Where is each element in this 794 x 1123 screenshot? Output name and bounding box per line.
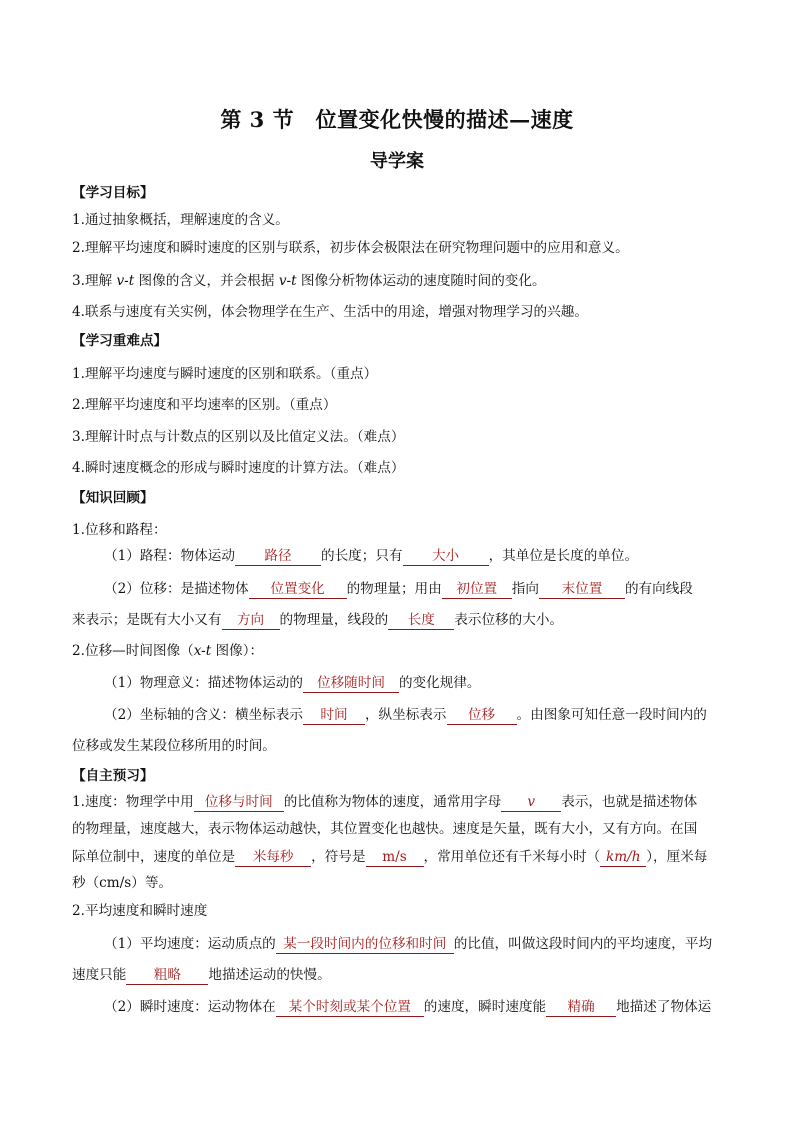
- section-heading-review: 【知识回顾】: [72, 490, 154, 506]
- answer-blank: 路径: [235, 547, 321, 566]
- answer-blank: km/h: [600, 848, 646, 867]
- preview-p2-average-cont: 速度只能 粗略 地描述运动的快慢。: [72, 967, 331, 983]
- section-heading-preview: 【自主预习】: [72, 768, 154, 784]
- review-q1: 1.位移和路程：: [72, 522, 167, 538]
- preview-p1: 1.速度：物理学中用 位移与时间 的比值称为物体的速度，通常用字母 v 表示，也就是描述物体: [72, 794, 698, 810]
- review-q2: 2.位移—时间图像（x-t 图像）：: [72, 643, 264, 659]
- answer-blank: m/s: [366, 848, 424, 867]
- page-title: 第 3 节 位置变化快慢的描述—速度: [220, 107, 574, 132]
- answer-blank: 长度: [388, 611, 454, 630]
- answer-blank: 某一段时间内的位移和时间: [276, 935, 454, 954]
- answer-blank: 时间: [303, 706, 365, 725]
- answer-blank: 精确: [546, 998, 616, 1017]
- goal-item-1: 1.通过抽象概括，理解速度的含义。: [72, 212, 289, 228]
- review-q2-axes-cont: 位移或发生某段位移所用的时间。: [72, 738, 276, 754]
- answer-blank: 初位置: [442, 580, 512, 599]
- answer-blank: 位移与时间: [194, 793, 284, 812]
- answer-blank: 位移: [447, 706, 517, 725]
- section-heading-keypoints: 【学习重难点】: [72, 333, 168, 349]
- keypoint-item-1: 1.理解平均速度与瞬时速度的区别和联系。（重点）: [72, 366, 378, 382]
- preview-p1-cont2: 际单位制中，速度的单位是 米每秒 ，符号是 m/s ，常用单位还有千米每小时（ km/h ），厘米每: [72, 849, 708, 865]
- preview-p1-cont3: 秒（cm/s）等。: [72, 875, 173, 891]
- keypoint-item-4: 4.瞬时速度概念的形成与瞬时速度的计算方法。（难点）: [72, 460, 405, 476]
- answer-blank: 粗略: [126, 966, 208, 985]
- answer-blank: 方向: [222, 611, 280, 630]
- goal-item-3: 3.理解 v-t 图像的含义，并会根据 v-t 图像分析物体运动的速度随时间的变化。: [72, 273, 546, 289]
- review-q1-displacement-cont: 来表示；是既有大小又有 方向 的物理量，线段的 长度 表示位移的大小。: [72, 612, 564, 628]
- answer-blank: 末位置: [539, 580, 625, 599]
- keypoint-item-2: 2.理解平均速度和平均速率的区别。（重点）: [72, 397, 337, 413]
- review-q2-axes: （2）坐标轴的含义：横坐标表示 时间 ，纵坐标表示 位移 。由图象可知任意一段时间内的: [104, 707, 707, 723]
- preview-p2: 2.平均速度和瞬时速度: [72, 903, 208, 919]
- review-q1-distance: （1）路程：物体运动 路径 的长度；只有 大小 ，其单位是长度的单位。: [104, 548, 639, 564]
- review-q2-meaning: （1）物理意义：描述物体运动的 位移随时间 的变化规律。: [104, 675, 481, 691]
- answer-blank: 位置变化: [249, 580, 347, 599]
- answer-blank: 位移随时间: [303, 674, 399, 693]
- answer-blank: v: [501, 793, 561, 812]
- keypoint-item-3: 3.理解计时点与计数点的区别以及比值定义法。（难点）: [72, 429, 405, 445]
- answer-blank: 米每秒: [235, 848, 311, 867]
- goal-item-4: 4.联系与速度有关实例，体会物理学在生产、生活中的用途，增强对物理学习的兴趣。: [72, 304, 588, 320]
- preview-p2-average: （1）平均速度：运动质点的 某一段时间内的位移和时间 的比值，叫做这段时间内的平均速度，平均: [104, 936, 713, 952]
- goal-item-2: 2.理解平均速度和瞬时速度的区别与联系，初步体会极限法在研究物理问题中的应用和意义。: [72, 240, 629, 256]
- answer-blank: 某个时刻或某个位置: [276, 998, 424, 1017]
- page-subtitle: 导学案: [370, 151, 424, 172]
- section-heading-goals: 【学习目标】: [72, 185, 154, 201]
- answer-blank: 大小: [403, 547, 489, 566]
- preview-p1-cont1: 的物理量，速度越大，表示物体运动越快，其位置变化也越快。速度是矢量，既有大小，又有方向。在国: [72, 821, 698, 837]
- review-q1-displacement: （2）位移：是描述物体 位置变化 的物理量；用由 初位置 指向 末位置 的有向线段: [104, 581, 693, 597]
- preview-p2-instant: （2）瞬时速度：运动物体在 某个时刻或某个位置 的速度，瞬时速度能 精确 地描述了物体运: [104, 999, 712, 1015]
